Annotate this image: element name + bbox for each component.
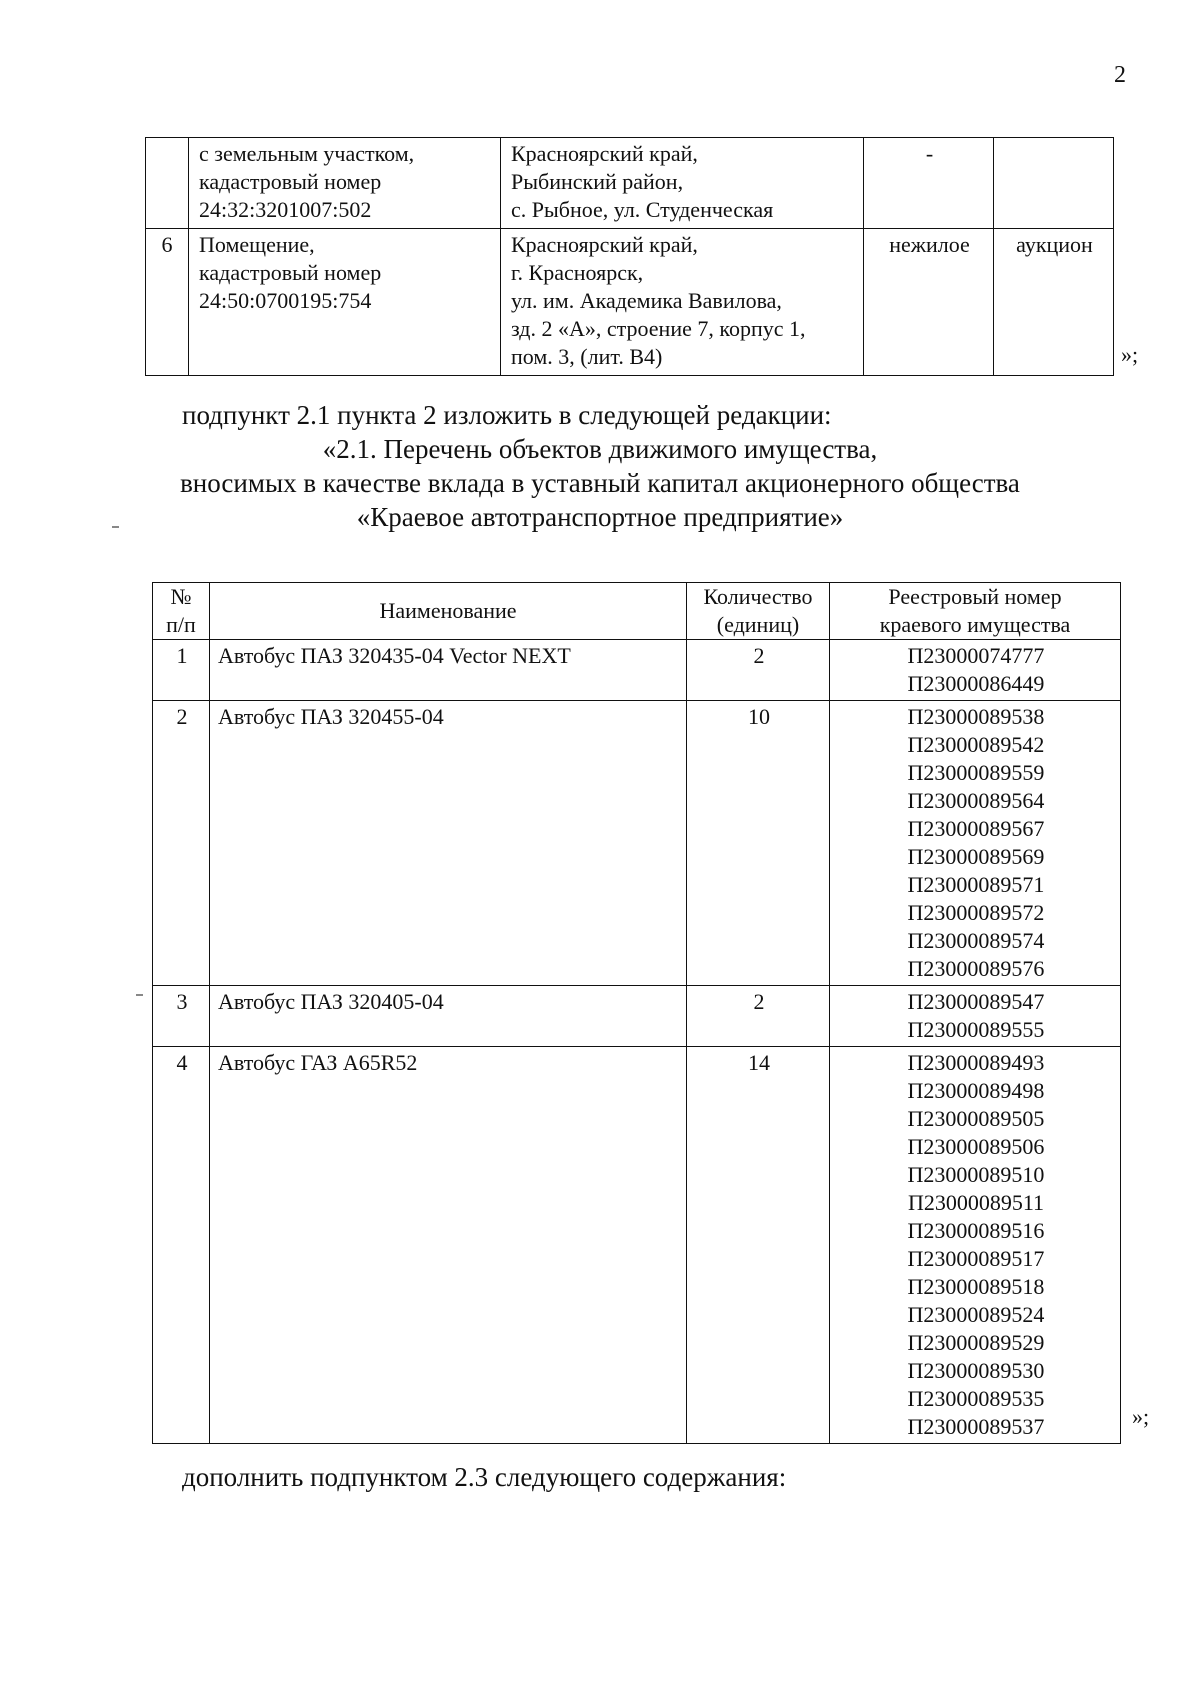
registry-number: П23000089506 [907,1134,1045,1159]
registry-number: П23000086449 [907,671,1045,696]
purpose-cell: - [864,138,994,229]
registry-number: П23000089538 [907,704,1045,729]
object-name-line: кадастровый номер [199,260,382,285]
registry-number: П23000089567 [907,816,1045,841]
row-number: 3 [153,986,210,1047]
registry-number: П23000089518 [907,1274,1045,1299]
registry-number: П23000089530 [907,1358,1045,1383]
registry-number: П23000089517 [907,1246,1045,1271]
table-row [153,986,1121,1047]
registry-number: П23000089493 [907,1050,1045,1075]
header-num-line: п/п [166,612,196,637]
registry-numbers [830,1047,1121,1444]
registry-number: П23000089529 [907,1330,1045,1355]
table-row [146,138,1114,229]
registry-number: П23000089564 [907,788,1045,813]
object-name-line: 24:32:3201007:502 [199,197,372,222]
registry-number: П23000089572 [907,900,1045,925]
row-number [146,138,189,229]
movable-property-table [152,582,1121,1444]
header-qty [687,583,830,640]
registry-number: П23000089559 [907,760,1045,785]
header-qty-line: Количество [703,584,813,609]
registry-numbers [830,986,1121,1047]
table-row [146,229,1114,376]
header-reg [830,583,1121,640]
registry-number: П23000089511 [907,1190,1045,1215]
header-reg-line: краевого имущества [879,612,1071,637]
address-line: зд. 2 «А», строение 7, корпус 1, [511,316,806,341]
item-name: Автобус ПАЗ 320455-04 [210,701,687,986]
table-row [153,701,1121,986]
object-name-cell [189,138,501,229]
intro-paragraph: подпункт 2.1 пункта 2 изложить в следующей редакции: [182,400,832,430]
item-quantity: 10 [687,701,830,986]
registry-number: П23000089524 [907,1302,1045,1327]
address-line: ул. им. Академика Вавилова, [511,288,782,313]
object-name-line: кадастровый номер [199,169,382,194]
table-row [153,1047,1121,1444]
registry-number: П23000089555 [907,1017,1045,1042]
registry-number: П23000089571 [907,872,1045,897]
item-name: Автобус ПАЗ 320435-04 Vector NEXT [210,640,687,701]
closing-quote: »; [1132,1404,1150,1429]
real-estate-table [145,137,1114,376]
object-name-line: 24:50:0700195:754 [199,288,372,313]
registry-number: П23000089516 [907,1218,1045,1243]
list-heading [120,432,1080,534]
method-cell: аукцион [994,229,1114,376]
header-reg-line: Реестровый номер [888,584,1062,609]
heading-line: «Краевое автотранспортное предприятие» [356,502,844,532]
address-line: Красноярский край, [511,141,698,166]
address-line: пом. 3, (лит. В4) [511,344,663,369]
row-number: 2 [153,701,210,986]
registry-number: П23000089542 [907,732,1045,757]
header-qty-line: (единиц) [716,612,800,637]
registry-number: П23000089510 [907,1162,1045,1187]
row-number: 6 [146,229,189,376]
heading-line: вносимых в качестве вклада в уставный капитал акционерного общества [180,468,1020,498]
scan-artifact [136,994,143,996]
scan-artifact [112,526,119,528]
method-cell [994,138,1114,229]
header-num-line: № [170,584,192,609]
item-name: Автобус ПАЗ 320405-04 [210,986,687,1047]
item-quantity: 2 [687,986,830,1047]
object-name-line: с земельным участком, [199,141,415,166]
address-line: Рыбинский район, [511,169,684,194]
registry-number: П23000089505 [907,1106,1045,1131]
registry-number: П23000089537 [907,1414,1045,1439]
address-line: г. Красноярск, [511,260,644,285]
registry-number: П23000089498 [907,1078,1045,1103]
registry-number: П23000089576 [907,956,1045,981]
purpose-cell: нежилое [864,229,994,376]
closing-quote: »; [1121,342,1139,367]
registry-number: П23000089547 [907,989,1045,1014]
table-row [153,640,1121,701]
object-name-cell [189,229,501,376]
address-line: с. Рыбное, ул. Студенческая [511,197,774,222]
page-number: 2 [1114,62,1126,88]
header-name: Наименование [210,583,687,640]
table-header-row [153,583,1121,640]
row-number: 1 [153,640,210,701]
registry-number: П23000089535 [907,1386,1045,1411]
heading-line: «2.1. Перечень объектов движимого имущества, [322,434,878,464]
registry-numbers [830,640,1121,701]
item-name: Автобус ГАЗ А65R52 [210,1047,687,1444]
registry-numbers [830,701,1121,986]
address-line: Красноярский край, [511,232,698,257]
add-paragraph: дополнить подпунктом 2.3 следующего содержания: [182,1462,787,1492]
item-quantity: 14 [687,1047,830,1444]
item-quantity: 2 [687,640,830,701]
registry-number: П23000089574 [907,928,1045,953]
address-cell [501,138,864,229]
registry-number: П23000089569 [907,844,1045,869]
row-number: 4 [153,1047,210,1444]
header-num [153,583,210,640]
object-name-line: Помещение, [199,232,315,257]
address-cell [501,229,864,376]
registry-number: П23000074777 [907,643,1045,668]
